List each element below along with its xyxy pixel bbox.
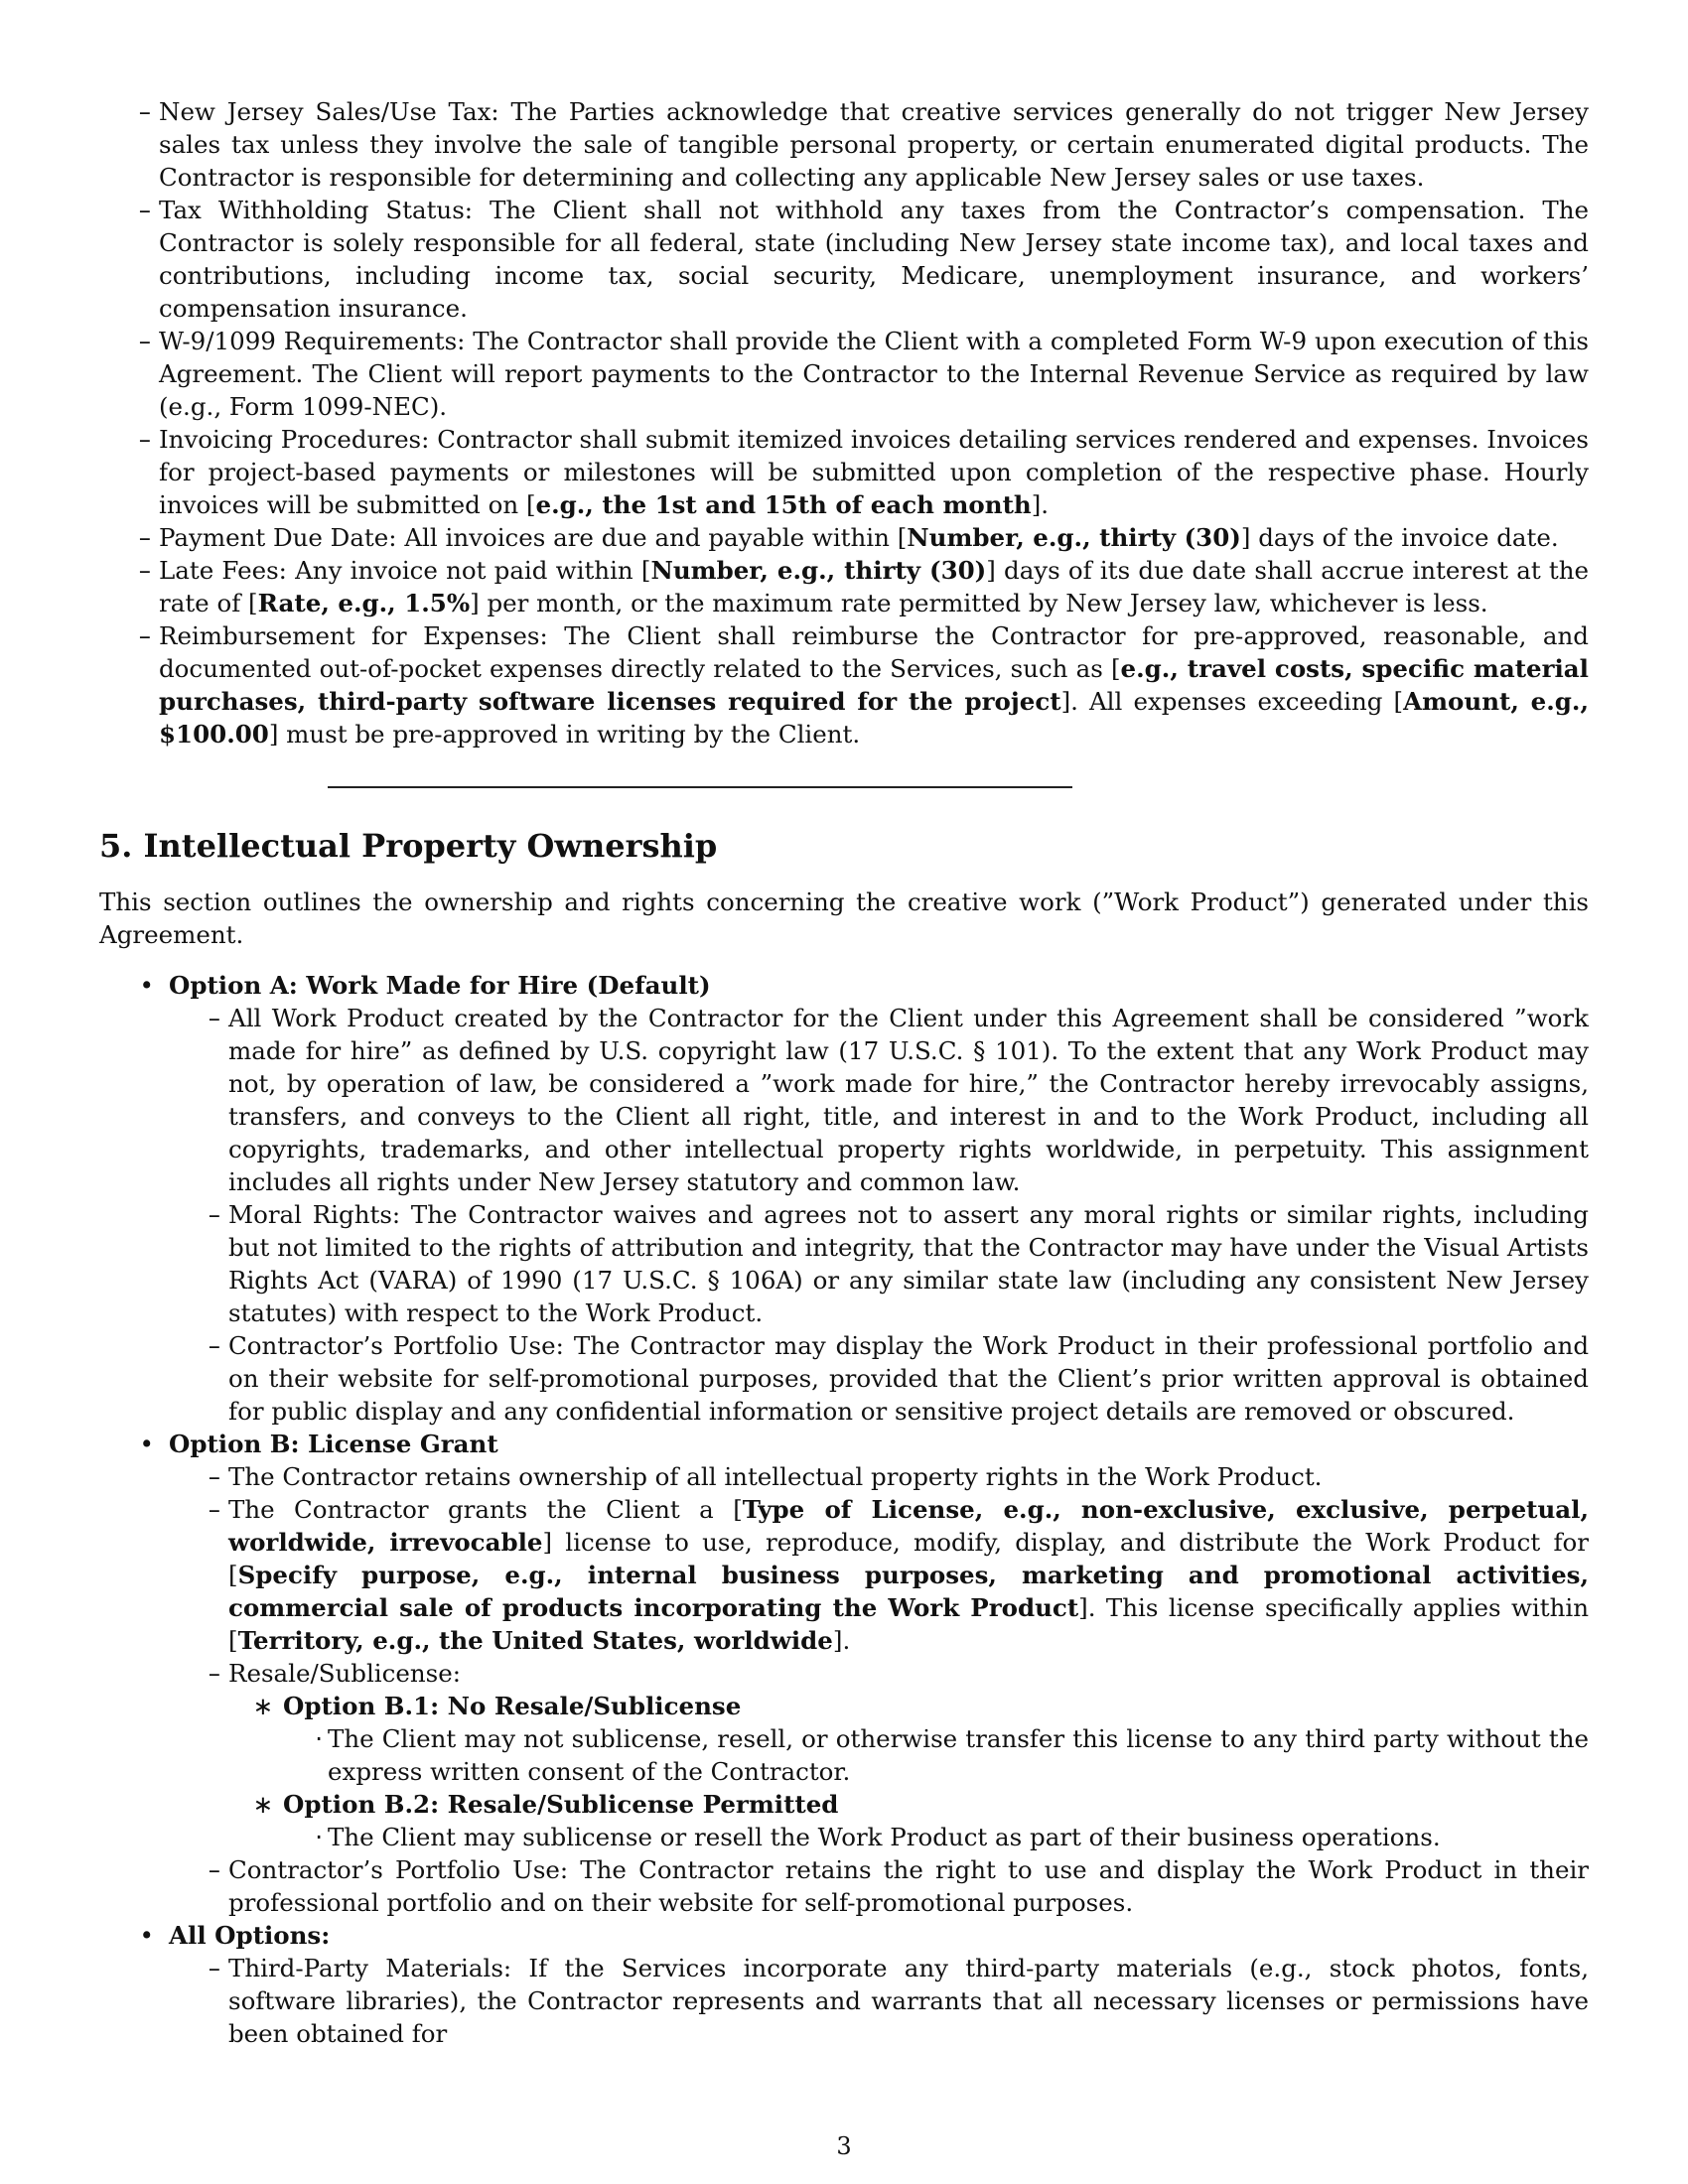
option-title: Option B.2: Resale/Sublicense Permitted [283, 1790, 839, 1819]
item-text: The Client may sublicense or resell the Work Product as part of their business operations. [328, 1823, 1441, 1851]
option-b2-sublist [99, 1821, 1589, 1853]
list-item [99, 1329, 1589, 1428]
item-text: The Client shall not withhold any taxes from the Contractor’s compensation. The Contractor is solely responsible for all federal, state (including New Jersey state income tax), and local taxes and contributions, including income tax, social security, Medicare, unemployment insurance, and workers’ compensation insurance. [159, 196, 1590, 323]
option-title: Option B: License Grant [169, 1430, 498, 1458]
dash-bullet: – [208, 1462, 220, 1491]
item-text: The Contractor retains ownership of all intellectual property rights in the Work Product. [228, 1462, 1323, 1491]
option-title: Option B.1: No Resale/Sublicense [283, 1692, 742, 1720]
item-text: Contractor’s Portfolio Use: The Contractor retains the right to use and display the Work Product in their professional portfolio and on their website for self-promotional purposes. [228, 1855, 1589, 1917]
placeholder-text: Number, e.g., thirty (30) [907, 523, 1241, 552]
placeholder-text: e.g., the 1st and 15th of each month [535, 490, 1032, 519]
item-text: ] days of its due date shall accrue interest at the rate of [ [159, 556, 1589, 617]
placeholder-text: Specify purpose, e.g., internal business purposes, marketing and promotional activities, commercial sale of products incorporating the Work Product [228, 1561, 1589, 1622]
document-page [99, 95, 1589, 2050]
placeholder-text: Amount, e.g., $100.00 [159, 687, 1589, 749]
item-label: Reimbursement for Expenses: [159, 621, 548, 650]
item-text: Any invoice not paid within [ [286, 556, 651, 585]
item-label: Payment Due Date: [159, 523, 397, 552]
list-item-option-b2 [99, 1788, 1589, 1853]
payment-terms-list [30, 95, 1589, 751]
star-bullet: ∗ [252, 1692, 273, 1720]
all-options-sublist [99, 1952, 1589, 2050]
item-text: ] must be pre-approved in writing by the Client. [268, 720, 861, 749]
item-label: Invoicing Procedures: [159, 425, 430, 454]
list-item [99, 1821, 1589, 1853]
section-heading: 5. Intellectual Property Ownership [99, 827, 718, 865]
item-text: ] per month, or the maximum rate permitted by New Jersey law, whichever is less. [470, 589, 1488, 617]
dash-bullet: – [138, 97, 151, 126]
item-text: The Contractor grants the Client a [ [228, 1495, 743, 1524]
page-number: 3 [836, 2132, 852, 2160]
resale-options-list [99, 1690, 1589, 1853]
list-item-all-options [99, 1919, 1589, 2050]
item-label: Late Fees: [159, 556, 287, 585]
placeholder-text: e.g., travel costs, specific material purchases, third-party software licenses required for the project [159, 654, 1589, 716]
list-item-option-b1 [99, 1690, 1589, 1788]
item-text: ]. [832, 1626, 851, 1655]
list-item-option-b [99, 1428, 1589, 1919]
item-text: Contractor shall submit itemized invoices detailing services rendered and expenses. Invoices for project-based payments or milestones will be submitted upon completion of the respective phase. Hourly invoices will be submitted on [ [159, 425, 1589, 519]
item-label: W-9/1099 Requirements: [159, 327, 466, 355]
list-item [99, 1952, 1589, 2050]
item-text: All Work Product created by the Contractor for the Client under this Agreement shall be considered ”work made for hire” as defined by U.S. copyright law (17 U.S.C. § 101). To the extent that any Work Product may not, by operation of law, be considered a ”work made for hire,” the Contractor hereby irrevocably assigns, transfers, and conveys to the Client all right, title, and interest in and to the Work Product, including all copyrights, trademarks, and other intellectual property rights worldwide, in perpetuity. This assignment includes all rights under New Jersey statutory and common law. [228, 1004, 1589, 1196]
item-text: Moral Rights: The Contractor waives and agrees not to assert any moral rights or similar rights, including but not limited to the rights of attribution and integrity, that the Contractor may have under the Visual Artists Rights Act (VARA) of 1990 (17 U.S.C. § 106A) or any similar state law (including any consistent New Jersey statutes) with respect to the Work Product. [228, 1200, 1589, 1327]
list-item-option-a [99, 969, 1589, 1428]
dash-bullet: – [208, 1855, 220, 1884]
option-a-sublist [99, 1002, 1589, 1428]
dash-bullet: – [138, 425, 151, 454]
item-label: New Jersey Sales/Use Tax: [159, 97, 499, 126]
list-item [99, 1198, 1589, 1329]
dot-bullet-small: · [315, 1724, 323, 1753]
item-text: ]. All expenses exceeding [ [1060, 687, 1404, 716]
item-text: ] days of the invoice date. [1240, 523, 1559, 552]
placeholder-text: Number, e.g., thirty (30) [650, 556, 987, 585]
dash-bullet: – [208, 1659, 220, 1688]
placeholder-text: Territory, e.g., the United States, worldwide [237, 1626, 833, 1655]
item-text: ]. [1031, 490, 1050, 519]
dash-bullet: – [138, 556, 151, 585]
list-item [30, 423, 1589, 521]
list-item [99, 1460, 1589, 1493]
item-text: The Contractor shall provide the Client with a completed Form W-9 upon execution of this Agreement. The Client will report payments to the Contractor to the Internal Revenue Service as required by law (e.g., Form 1099-NEC). [159, 327, 1589, 421]
star-bullet: ∗ [252, 1790, 273, 1819]
item-text: The Client shall reimburse the Contractor for pre-approved, reasonable, and documented out-of-pocket expenses directly related to the Services, such as [ [159, 621, 1589, 683]
item-text: The Parties acknowledge that creative services generally do not trigger New Jersey sales tax unless they involve the sale of tangible personal property, or certain enumerated digital products. The Contractor is responsible for determining and collecting any applicable New Jersey sales or use taxes. [159, 97, 1590, 192]
dash-bullet: – [138, 523, 151, 552]
dot-bullet: • [139, 1921, 154, 1950]
option-b1-sublist [99, 1722, 1589, 1788]
dash-bullet: – [138, 327, 151, 355]
item-text: ] license to use, reproduce, modify, display, and distribute the Work Product for [ [228, 1528, 1590, 1589]
item-text: Resale/Sublicense: [228, 1659, 461, 1688]
item-text: All invoices are due and payable within [ [396, 523, 908, 552]
list-item [30, 194, 1589, 325]
placeholder-text: Rate, e.g., 1.5% [257, 589, 471, 617]
horizontal-rule [328, 786, 1072, 788]
list-item [30, 521, 1589, 554]
list-item [99, 1853, 1589, 1919]
dash-bullet: – [208, 1200, 220, 1229]
list-item [30, 95, 1589, 194]
option-b-sublist [99, 1460, 1589, 1919]
list-item [99, 1002, 1589, 1198]
list-item [99, 1493, 1589, 1657]
dash-bullet: – [138, 621, 151, 650]
list-item [99, 1657, 1589, 1853]
item-text: The Client may not sublicense, resell, or otherwise transfer this license to any third party without the express written consent of the Contractor. [328, 1724, 1589, 1786]
placeholder-text: Type of License, e.g., non-exclusive, exclusive, perpetual, worldwide, irrevocable [228, 1495, 1589, 1557]
item-text: ]. This license specifically applies within [ [228, 1593, 1589, 1655]
dash-bullet: – [208, 1331, 220, 1360]
list-item [30, 619, 1589, 751]
options-list [99, 969, 1589, 2050]
item-text: Third-Party Materials: If the Services incorporate any third-party materials (e.g., stock photos, fonts, software libraries), the Contractor represents and warrants that all necessary licenses or permissions have been obtained for [228, 1954, 1589, 2048]
dot-bullet: • [139, 971, 154, 1000]
list-item [30, 554, 1589, 619]
section-intro: This section outlines the ownership and rights concerning the creative work (”Work Product”) generated under this Agreement. [99, 887, 1589, 949]
option-title: All Options: [169, 1921, 331, 1950]
item-text: Contractor’s Portfolio Use: The Contractor may display the Work Product in their professional portfolio and on their website for self-promotional purposes, provided that the Client’s prior written approval is obtained for public display and any confidential information or sensitive project details are removed or obscured. [228, 1331, 1589, 1426]
dash-bullet: – [208, 1495, 220, 1524]
option-title: Option A: Work Made for Hire (Default) [169, 971, 711, 1000]
dot-bullet: • [139, 1430, 154, 1458]
dash-bullet: – [138, 196, 151, 224]
list-item [30, 325, 1589, 423]
dash-bullet: – [208, 1004, 220, 1032]
dot-bullet-small: · [315, 1823, 323, 1851]
dash-bullet: – [208, 1954, 220, 1982]
item-label: Tax Withholding Status: [159, 196, 474, 224]
list-item [99, 1722, 1589, 1788]
